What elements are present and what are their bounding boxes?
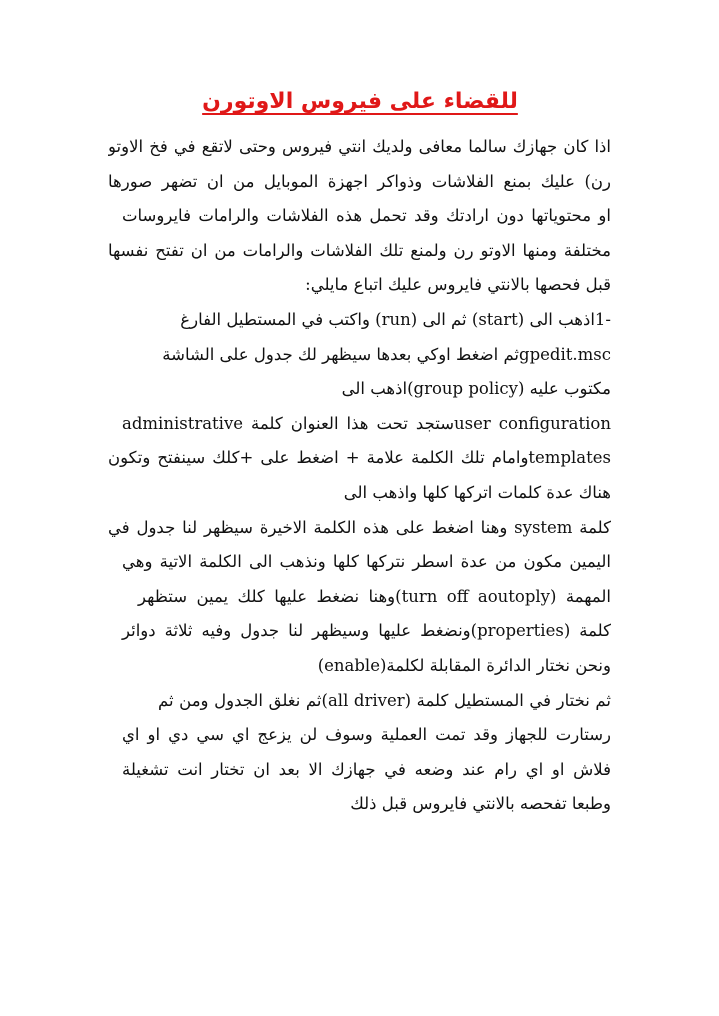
body-line-7: gpedit.mscثم اضغط اوكي بعدها سيظهر لك جدول على الشاشة: [162, 344, 611, 364]
body-line-5: قبل فحصها بالانتي فايروس عليك اتباع مايلي:: [305, 275, 611, 295]
body-line-18: رستارت للجهاز وقد تمت العملية وسوف لن يزعج اي سي دي او اي: [122, 725, 611, 745]
body-line-8: مكتوب عليه (group policy)اذهب الى: [341, 379, 611, 399]
body-line-10: templatesوامام تلك الكلمة علامة + اضغط على +كلك سينفتح وتكون: [108, 448, 611, 468]
body-line-15: كلمة (properties)ونضغط عليها وسيظهر لنا جدول وفيه ثلاثة دوائر: [122, 621, 611, 641]
body-line-1: اذا كان جهازك سالما معافى ولديك انتي فيروس وحتى لاتقع في فخ الاوتو: [108, 137, 611, 156]
body-line-19: فلاش او اي رام عند وضعه في جهازك الا بعد ان تختار انت تشغيلة: [122, 759, 611, 779]
body-line-14: المهمة (turn off aoutoply)وهنا نضغط عليها كلك يمين ستظهر: [138, 586, 611, 606]
body-line-9: user configurationستجد تحت هذا العنوان كلمة administrative: [122, 413, 611, 433]
document-body: [108, 130, 611, 822]
body-line-17: ثم نختار في المستطيل كلمة (all driver)ثم نغلق الجدول ومن ثم: [158, 690, 611, 710]
body-line-16: ونحن نختار الدائرة المقابلة لكلمة(enable): [317, 655, 611, 675]
body-line-13: اليمين مكون من عدة اسطر نتركها كلها ونذهب الى الكلمة الاتية وهي: [122, 552, 611, 572]
body-line-4: مختلفة ومنها الاوتو رن ولمنع تلك الفلاشات والرامات من ان تفتح نفسها: [108, 240, 611, 260]
body-line-6: -1اذهب الى (start) ثم الى (run) واكتب في المستطيل الفارغ: [180, 309, 611, 329]
body-line-20: وطبعا تفحصه بالانتي فايروس قبل ذلك: [350, 794, 611, 814]
body-line-11: هناك عدة كلمات اتركها كلها واذهب الى: [343, 482, 611, 502]
document-title: للقضاء على فيروس الاوتورن: [202, 89, 518, 114]
body-line-3: او محتوياتها دون ارادتك وقد تحمل هذه الفلاشات والرامات فايروسات: [122, 206, 611, 226]
body-line-2: رن) عليك بمنع الفلاشات وذواكر اجهزة الموبايل من ان تضهر صورها: [108, 171, 611, 191]
body-line-12: كلمة system وهنا اضغط على هذه الكلمة الاخيرة سيظهر لنا جدول في: [108, 517, 611, 537]
